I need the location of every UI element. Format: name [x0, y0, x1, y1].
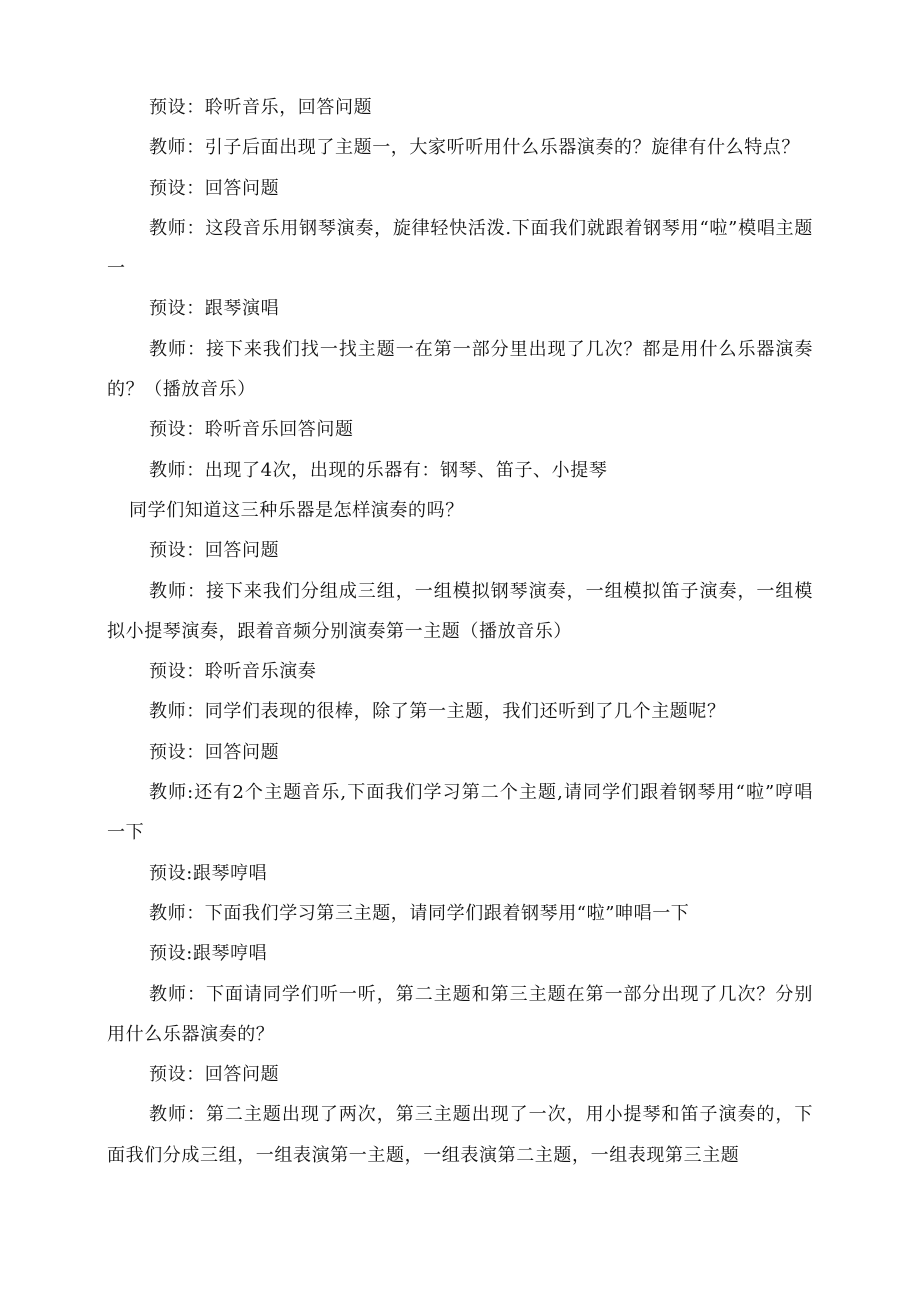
paragraph-9: 同学们知道这三种乐器是怎样演奏的吗？ — [129, 499, 464, 521]
paragraph-19: 教师：下面请同学们听一听，第二主题和第三主题在第一部分出现了几次？分别用什么乐器演奏的？ — [107, 983, 813, 1045]
paragraph-6: 教师：接下来我们找一找主题一在第一部分里出现了几次？都是用什么乐器演奏的？（播放音乐） — [107, 338, 813, 401]
paragraph-1: 预设：聆听音乐，回答问题 — [149, 97, 373, 118]
paragraph-11: 教师：接下来我们分组成三组，一组模拟钢琴演奏，一组模拟笛子演奏，一组模拟小提琴演奏，跟着音频分别演奏第一主题（播放音乐） — [107, 580, 813, 642]
paragraph-15: 教师:还有2个主题音乐,下面我们学习第二个主题,请同学们跟着钢琴用“啦”哼唱一下 — [107, 782, 813, 844]
paragraph-18: 预设:跟琴哼唱 — [149, 943, 268, 965]
paragraph-14: 预设：回答问题 — [149, 741, 280, 763]
paragraph-16: 预设:跟琴哼唱 — [149, 862, 268, 884]
paragraph-10: 预设：回答问题 — [149, 540, 280, 562]
paragraph-13: 教师：同学们表现的很棒，除了第一主题，我们还听到了几个主题呢？ — [149, 701, 726, 723]
paragraph-12: 预设：聆听音乐演奏 — [149, 661, 317, 683]
paragraph-7: 预设：聆听音乐回答问题 — [149, 419, 354, 441]
paragraph-4: 教师：这段音乐用钢琴演奏，旋律轻快活泼.下面我们就跟着钢琴用“啦”模唱主题一 — [107, 217, 813, 280]
paragraph-8: 教师：出现了4次，出现的乐器有：钢琴、笛子、小提琴 — [149, 459, 608, 481]
paragraph-20: 预设：回答问题 — [149, 1064, 280, 1086]
paragraph-3: 预设：回答问题 — [149, 177, 280, 199]
paragraph-21: 教师：第二主题出现了两次，第三主题出现了一次，用小提琴和笛子演奏的，下面我们分成三组，一组表演第一主题，一组表演第二主题，一组表现第三主题 — [107, 1104, 813, 1166]
paragraph-17: 教师：下面我们学习第三主题，请同学们跟着钢琴用“啦”呻唱一下 — [149, 902, 690, 924]
paragraph-2: 教师：引子后面出现了主题一，大家听听用什么乐器演奏的？旋律有什么特点？ — [149, 137, 800, 159]
paragraph-5: 预设：跟琴演唱 — [149, 298, 280, 320]
document-body — [107, 88, 813, 1176]
